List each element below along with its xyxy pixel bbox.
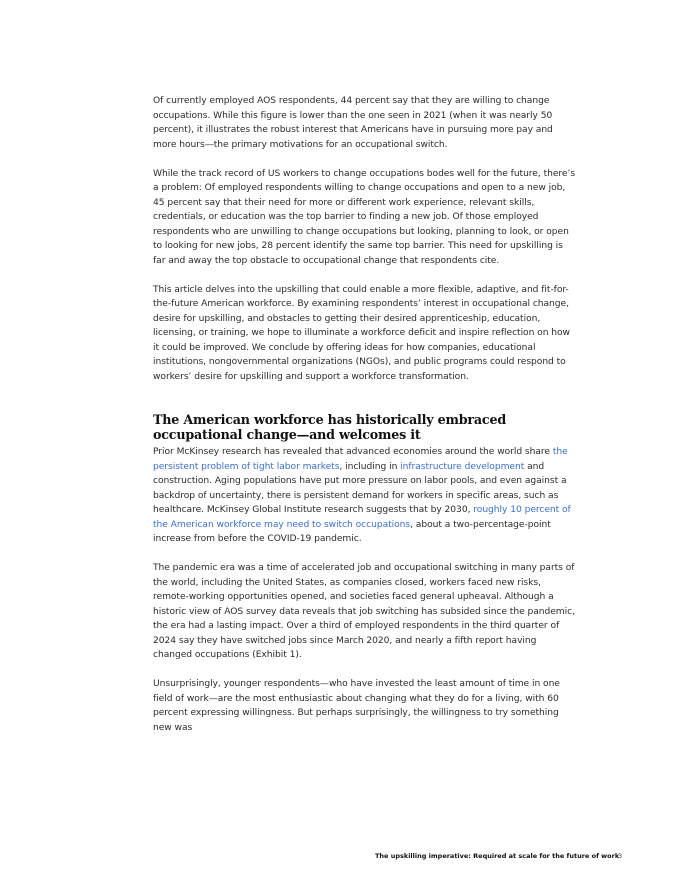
text-segment: , including in: [339, 461, 401, 472]
footer-title: The upskilling imperative: Required at scale for the future of work: [375, 852, 620, 860]
page-number: 3: [618, 852, 623, 860]
text-segment: and construction. Aging populations have put more pressure on labor pools, and even against a backdrop of uncertainty, there is persistent demand for workers in specific areas, such as healthcare. McKinsey Global Institute research suggests that by 2030,: [153, 461, 567, 515]
text-segment: Prior McKinsey research has revealed that advanced economies around the world share: [153, 447, 553, 457]
paragraph-pandemic: The pandemic era was a time of accelerated job and occupational switching in many parts of the world, including the United States, as companies closed, workers faced new risks, remote-working opportunities opened, and societies faced general upheaval. Although a historic view of AOS survey data reveals that job switching has subsided since the pandemic, the era had a lasting impact. Over a third of employed respondents in the third quarter of 2024 say they have switched jobs since March 2020, and nearly a fifth report having changed occupations (Exhibit 1).: [153, 563, 575, 660]
paragraph-intro: Of currently employed AOS respondents, 44 percent say that they are willing to change occupations. While this figure is lower than the one seen in 2021 (when it was nearly 50 percent), it illustrates the robust interest that Americans have in pursuing more pay and more hours—the primary motivations for an occupational switch.: [153, 96, 553, 150]
paragraph-younger-respondents: Unsurprisingly, younger respondents—who have invested the least amount of time in one field of work—are the most enthusiastic about changing what they do for a living, with 60 percent expressing willingness. But perhaps surprisingly, the willingness to try something new was: [153, 679, 560, 733]
paragraph-prior-research: [153, 445, 577, 547]
text-segment: , about a two-percentage-point increase from before the COVID-19 pandemic.: [153, 519, 551, 544]
paragraph-overview: This article delves into the upskilling that could enable a more flexible, adaptive, and fit-for-the-future American workforce. By examining respondents’ interest in occupational change, desire for upskilling, and obstacles to getting their desired apprenticeship, education, licensing, or training, we hope to illuminate a workforce deficit and inspire reflection on how it could be improved. We conclude by offering ideas for how companies, educational institutions, nongovernmental organizations (NGOs), and public programs could respond to workers’ desire for upskilling and support a workforce transformation.: [153, 284, 570, 382]
link-infrastructure-development[interactable]: infrastructure development: [400, 461, 525, 472]
section-heading: The American workforce has historically embraced occupational change—and welcomes it: [153, 412, 507, 442]
link-tight-labor-markets[interactable]: the persistent problem of tight labor markets: [153, 447, 568, 472]
paragraph-problem: While the track record of US workers to change occupations bodes well for the future, there’s a problem: Of employed respondents willing to change occupations and open to a new job, 45 percent say that their need for more or different work experience, relevant skills, credentials, or education was the top barrier to finding a new job. Of those employed respondents who are unwilling to change occupations but looking, planning to look, or open to looking for new jobs, 28 percent identify the same top barrier. This need for upskilling is far and away the top obstacle to occupational change that respondents cite.: [153, 168, 576, 266]
article-body: [153, 94, 577, 735]
link-switch-occupations[interactable]: roughly 10 percent of the American workforce may need to switch occupations: [153, 505, 571, 530]
